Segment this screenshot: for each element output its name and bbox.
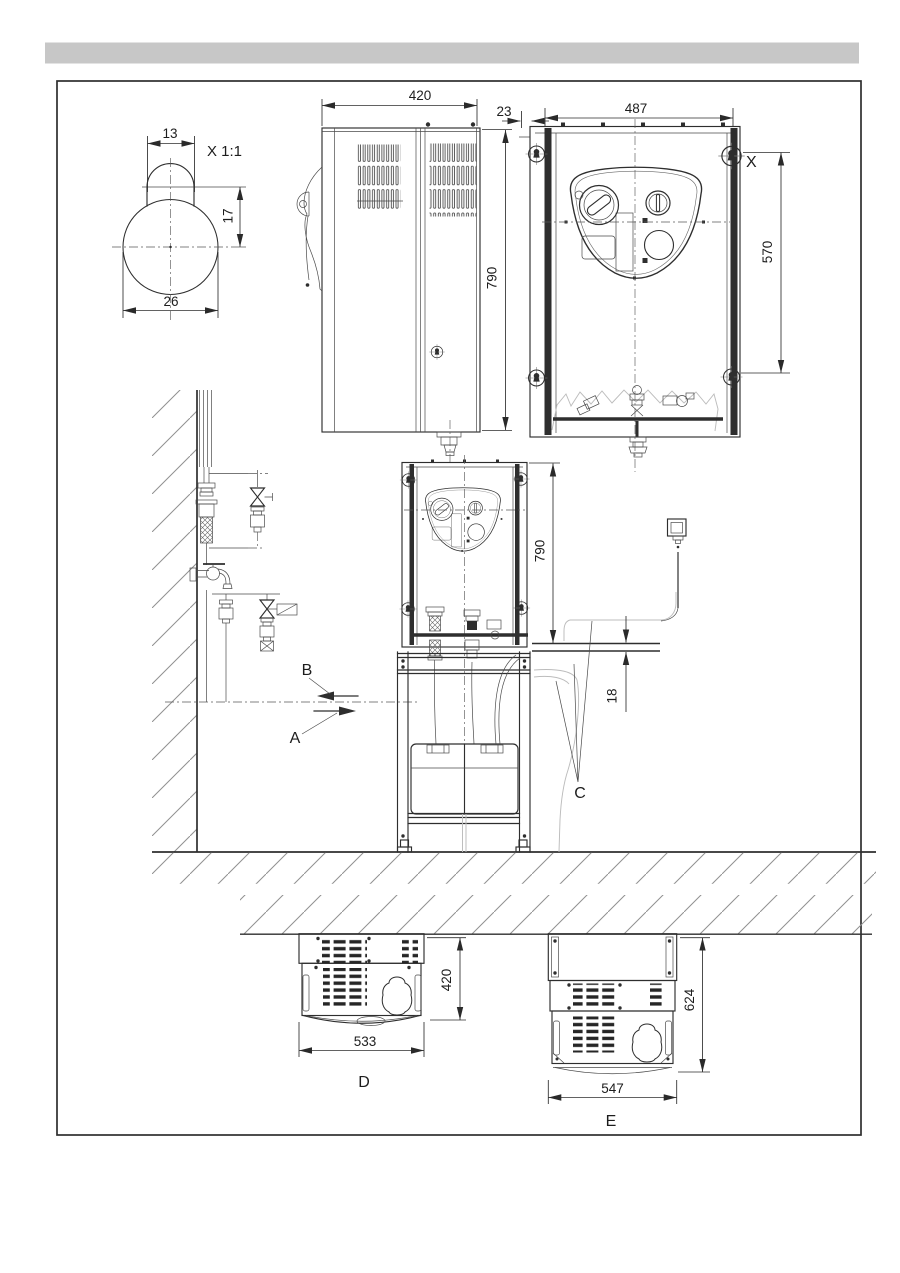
- dim-counter-thickness-label: 18: [604, 688, 620, 704]
- dim-e-depth-label: 624: [682, 988, 697, 1012]
- flow-callouts: [165, 662, 420, 747]
- vent-grille: [573, 984, 617, 1009]
- wall-piping: [190, 390, 297, 702]
- dim-d-depth-label: 420: [439, 968, 454, 992]
- dim-mount-span-label: 570: [760, 240, 775, 264]
- callout-c-label: C: [574, 785, 586, 802]
- bottom-view-d: [299, 934, 466, 1091]
- dim-rear-gap-label: 23: [496, 104, 512, 119]
- floor-hatch: [152, 853, 876, 884]
- bottom-views-wall-band: [240, 895, 872, 934]
- callout-a-label: A: [289, 730, 301, 747]
- installation-view: [152, 390, 876, 884]
- side-vent-grille-right: [430, 144, 477, 217]
- dim-width-label: 487: [624, 101, 648, 116]
- vent-grille: [322, 937, 367, 963]
- detail-scale-label: X 1:1: [207, 143, 243, 160]
- dim-height-label: 790: [484, 266, 500, 290]
- control-panel-small: [422, 488, 502, 552]
- mount-hole-icon: [526, 367, 548, 389]
- burner-opening: [632, 1024, 662, 1062]
- appliance-front: [399, 455, 530, 768]
- detail-view-keyhole: [112, 126, 246, 322]
- header-bar: [45, 43, 859, 64]
- mount-hole-icon: [721, 366, 743, 388]
- dim-d-width-label: 533: [353, 1034, 377, 1049]
- side-vent-grille-left: [358, 145, 401, 213]
- vent-grille: [650, 984, 665, 1009]
- dim-install-height-label: 790: [532, 539, 548, 563]
- side-mount-hole-icon: [429, 344, 445, 360]
- view-d-label: D: [358, 1074, 370, 1091]
- wall-hatch: [152, 390, 197, 852]
- dim-e-width-label: 547: [601, 1081, 624, 1096]
- mount-hole-x-icon: [718, 143, 744, 169]
- stand-frame: [398, 652, 531, 852]
- side-view: [297, 88, 549, 462]
- mount-ref-label: X: [746, 154, 757, 171]
- dim-detail-diameter-label: 26: [163, 294, 179, 309]
- callout-b-label: B: [301, 662, 313, 679]
- bottom-view-e: [548, 934, 710, 1130]
- view-e-label: E: [605, 1113, 617, 1130]
- dim-detail-width-label: 13: [162, 126, 178, 141]
- dim-detail-offset-label: 17: [220, 208, 236, 224]
- hand-shower-icon: [668, 519, 687, 536]
- mount-hole-icon: [526, 143, 548, 165]
- vent-grille: [323, 968, 367, 1007]
- burner-opening: [382, 977, 412, 1015]
- vent-grille: [402, 937, 418, 963]
- vent-grille: [573, 1017, 617, 1053]
- counter-and-shower: [532, 519, 686, 852]
- dim-depth-label: 420: [408, 88, 432, 103]
- front-view: [526, 101, 791, 472]
